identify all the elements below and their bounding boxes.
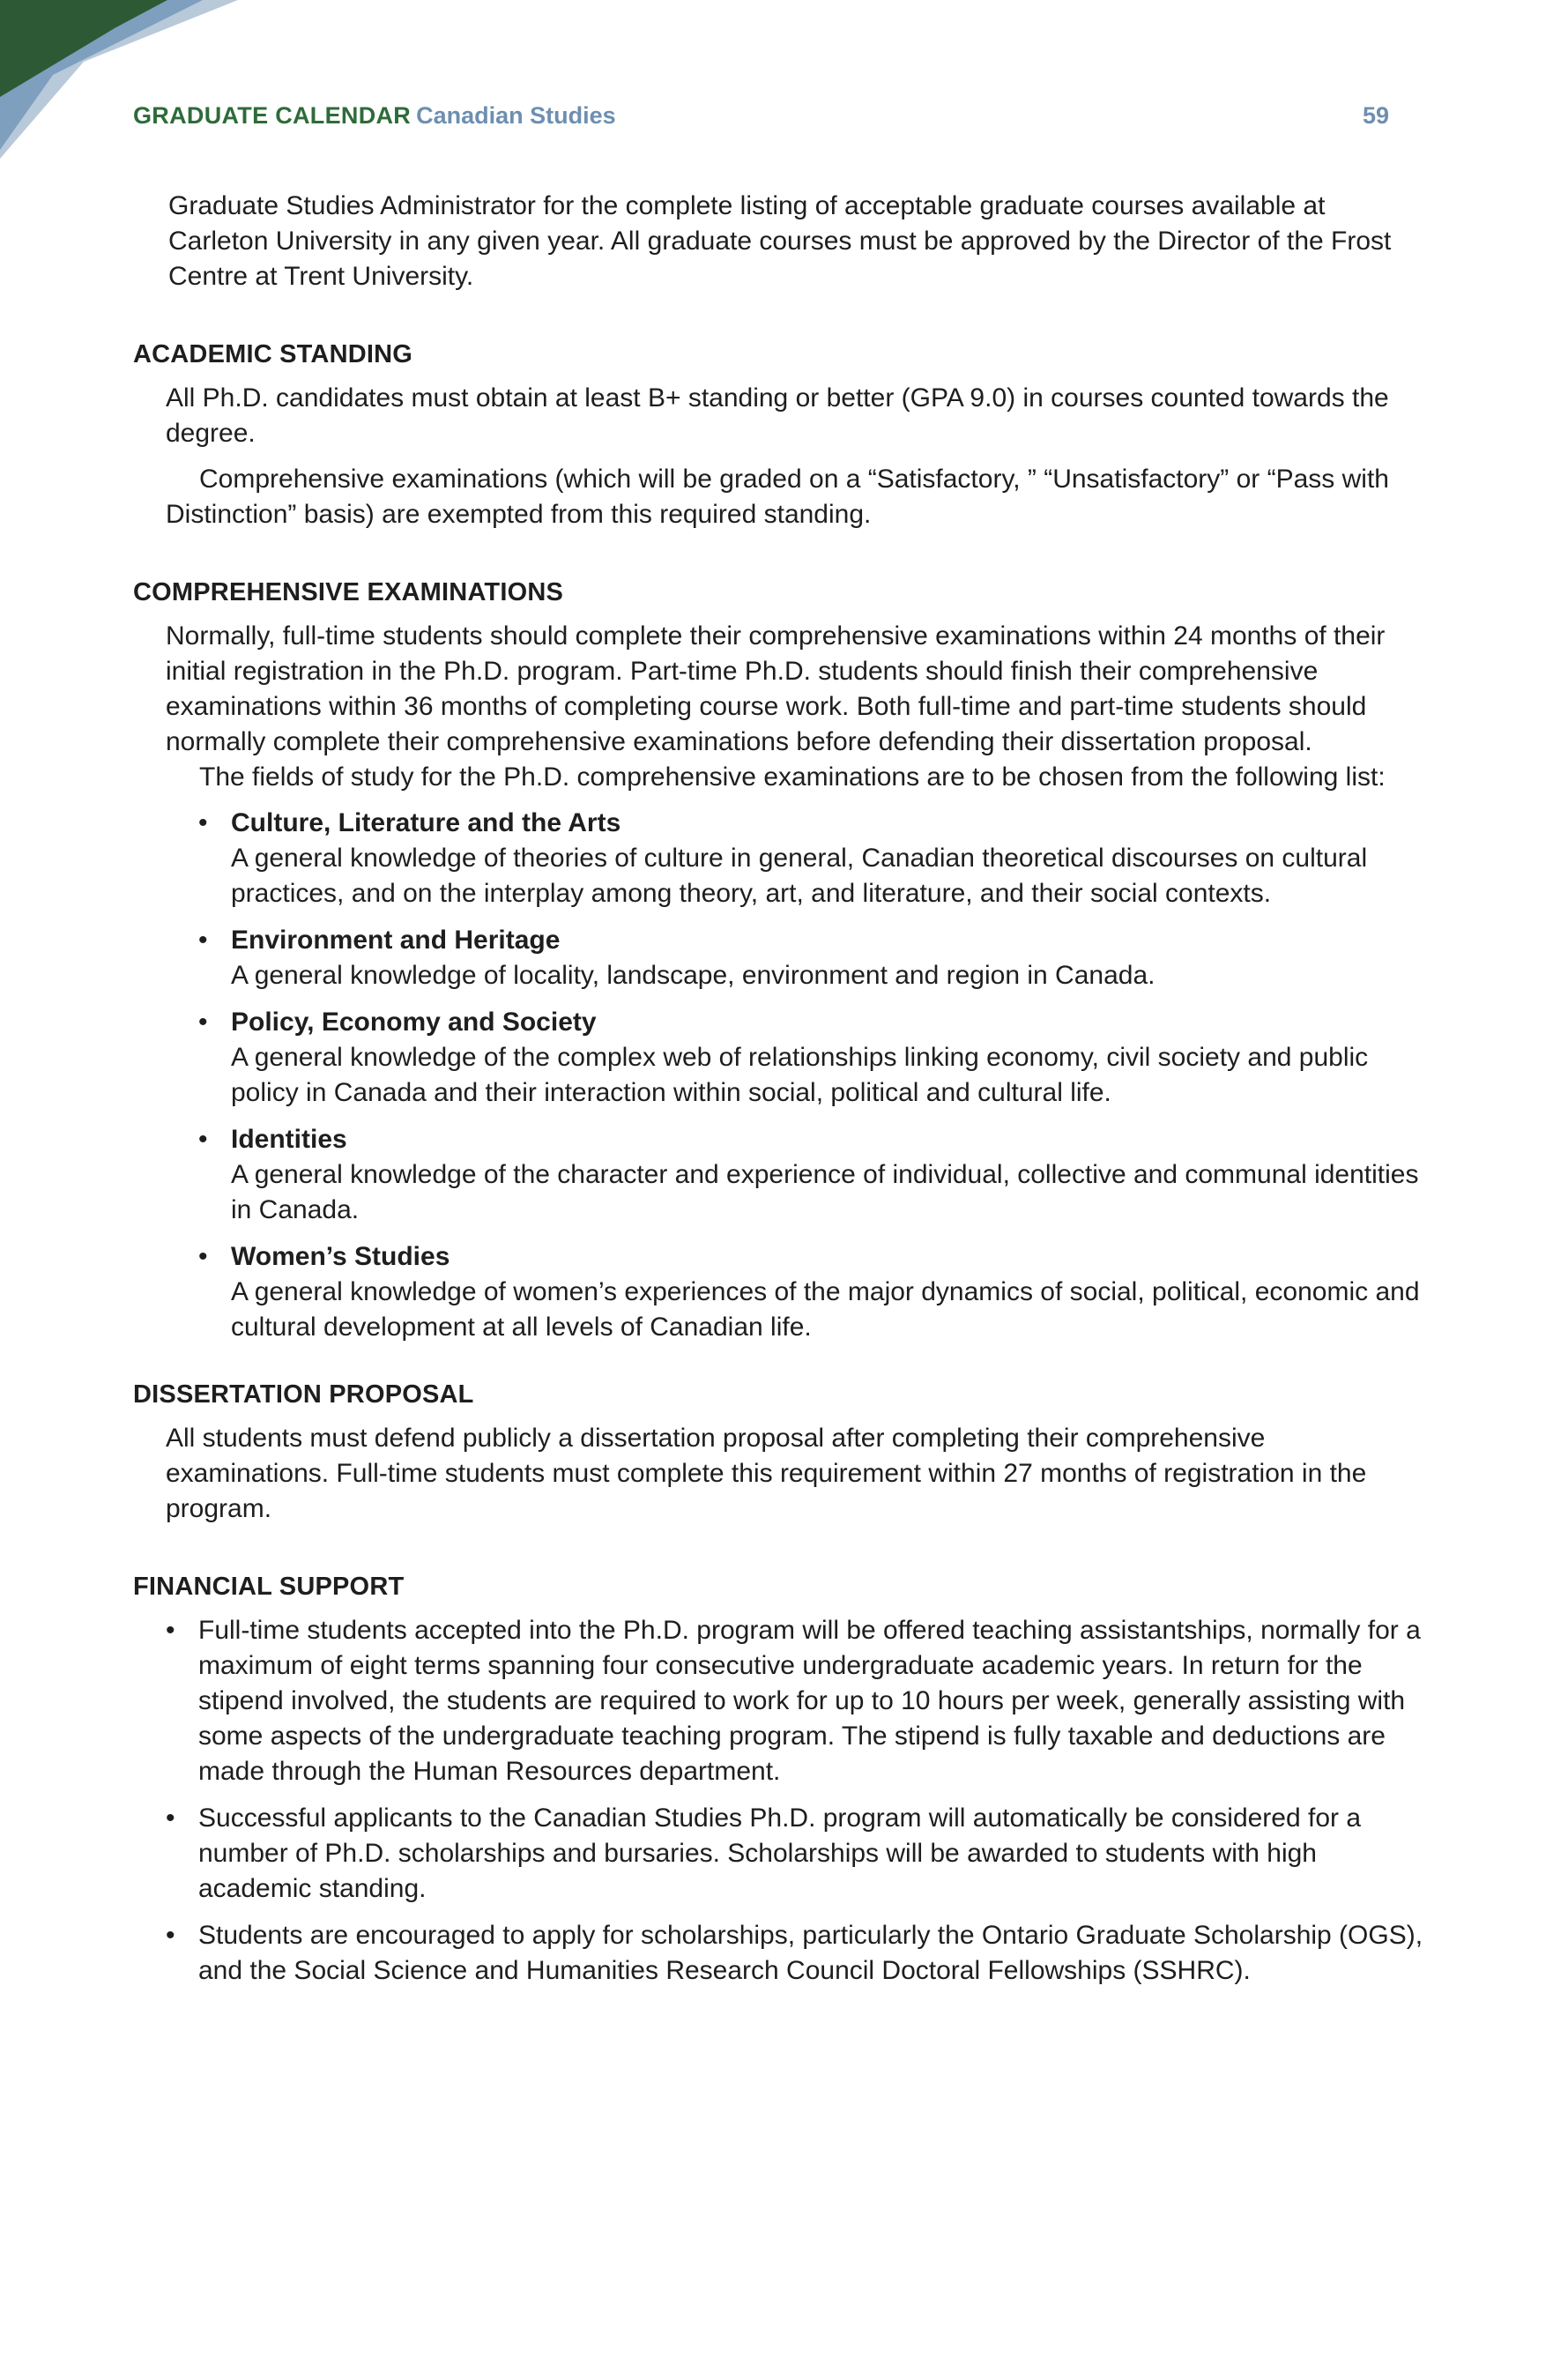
field-description: A general knowledge of theories of culture in general, Canadian theoretical discourses on cultural practices, and on the interplay among theory, art, and literature, and their social contexts. — [231, 844, 1368, 908]
section-heading-dissertation-proposal: DISSERTATION PROPOSAL — [133, 1380, 474, 1409]
page-number: 59 — [1362, 102, 1389, 129]
calendar-label: GRADUATE CALENDAR — [133, 102, 412, 129]
field-title: Culture, Literature and the Arts — [231, 808, 621, 837]
dissertation-paragraph: All students must defend publicly a dissertation proposal after completing their comprehensive examinations. Full-time students must complete this requirement within 27 months of registration in the program. — [166, 1424, 1367, 1523]
field-title: Women’s Studies — [231, 1242, 450, 1271]
field-title: Environment and Heritage — [231, 926, 561, 955]
support-item-text: Full-time students accepted into the Ph.D. program will be offered teaching assistantships, normally for a maximum of eight terms spanning four consecutive undergraduate academic years. In return for the stipend involved, the students are required to work for up to 10 hours per week, generally assisting with some aspects of the undergraduate teaching program. The stipend is fully taxable and deductions are made through the Human Resources department. — [198, 1616, 1421, 1786]
field-title: Identities — [231, 1125, 347, 1154]
section-heading-academic-standing: ACADEMIC STANDING — [133, 340, 413, 368]
academic-standing-paragraph-1: All Ph.D. candidates must obtain at least B+ standing or better (GPA 9.0) in courses counted towards the degree. — [166, 383, 1389, 448]
financial-support-list — [133, 1613, 1429, 1989]
intro-paragraph: Graduate Studies Administrator for the complete listing of acceptable graduate courses available at Carleton University in any given year. All graduate courses must be approved by the Director of the Frost Centre at Trent University. — [168, 191, 1392, 291]
support-item-text: Successful applicants to the Canadian Studies Ph.D. program will automatically be considered for a number of Ph.D. scholarships and bursaries. Scholarships will be awarded to students with high academic standing. — [198, 1804, 1362, 1903]
list-item — [133, 1005, 1429, 1111]
bullet-icon: • — [198, 1242, 208, 1271]
page-content — [133, 189, 1429, 2000]
list-item — [133, 1122, 1429, 1228]
academic-standing-paragraph-2: Comprehensive examinations (which will be graded on a “Satisfactory, ” “Unsatisfactory” or “Pass with Distinction” basis) are exempted from this required standing. — [166, 465, 1389, 529]
list-item — [133, 1918, 1429, 1989]
fields-of-study-list — [133, 806, 1429, 1345]
bullet-icon: • — [198, 1125, 208, 1154]
support-item-text: Students are encouraged to apply for scholarships, particularly the Ontario Graduate Scholarship (OGS), and the Social Science and Humanities Research Council Doctoral Fellowships (SSHRC). — [198, 1921, 1423, 1985]
list-item — [133, 923, 1429, 993]
comprehensive-paragraph-2: The fields of study for the Ph.D. comprehensive examinations are to be chosen from the following list: — [199, 762, 1386, 792]
bullet-icon: • — [166, 1616, 175, 1645]
bullet-icon: • — [198, 808, 208, 837]
list-item — [133, 806, 1429, 911]
list-item — [133, 1239, 1429, 1345]
field-description: A general knowledge of the character and experience of individual, collective and communal identities in Canada. — [231, 1160, 1419, 1224]
bullet-icon: • — [166, 1804, 175, 1833]
field-description: A general knowledge of locality, landscape, environment and region in Canada. — [231, 961, 1155, 990]
bullet-icon: • — [198, 926, 208, 955]
list-item — [133, 1613, 1429, 1789]
list-item — [133, 1801, 1429, 1907]
field-description: A general knowledge of the complex web of relationships linking economy, civil society and public policy in Canada and their interaction within social, political and cultural life. — [231, 1043, 1369, 1107]
page-header — [133, 100, 1389, 130]
field-title: Policy, Economy and Society — [231, 1008, 597, 1037]
comprehensive-paragraph-1: Normally, full-time students should complete their comprehensive examinations within 24 months of their initial registration in the Ph.D. program. Part-time Ph.D. students should finish their comprehensive examinations within 36 months of completing course work. Both full-time and part-time students should normally complete their comprehensive examinations before defending their dissertation proposal. — [166, 621, 1386, 756]
department-name: Canadian Studies — [416, 102, 616, 129]
corner-decoration — [0, 0, 238, 159]
section-heading-comprehensive-examinations: COMPREHENSIVE EXAMINATIONS — [133, 578, 564, 606]
bullet-icon: • — [166, 1921, 175, 1950]
section-heading-financial-support: FINANCIAL SUPPORT — [133, 1573, 405, 1601]
bullet-icon: • — [198, 1008, 208, 1037]
field-description: A general knowledge of women’s experiences of the major dynamics of social, political, economic and cultural development at all levels of Canadian life. — [231, 1277, 1420, 1342]
